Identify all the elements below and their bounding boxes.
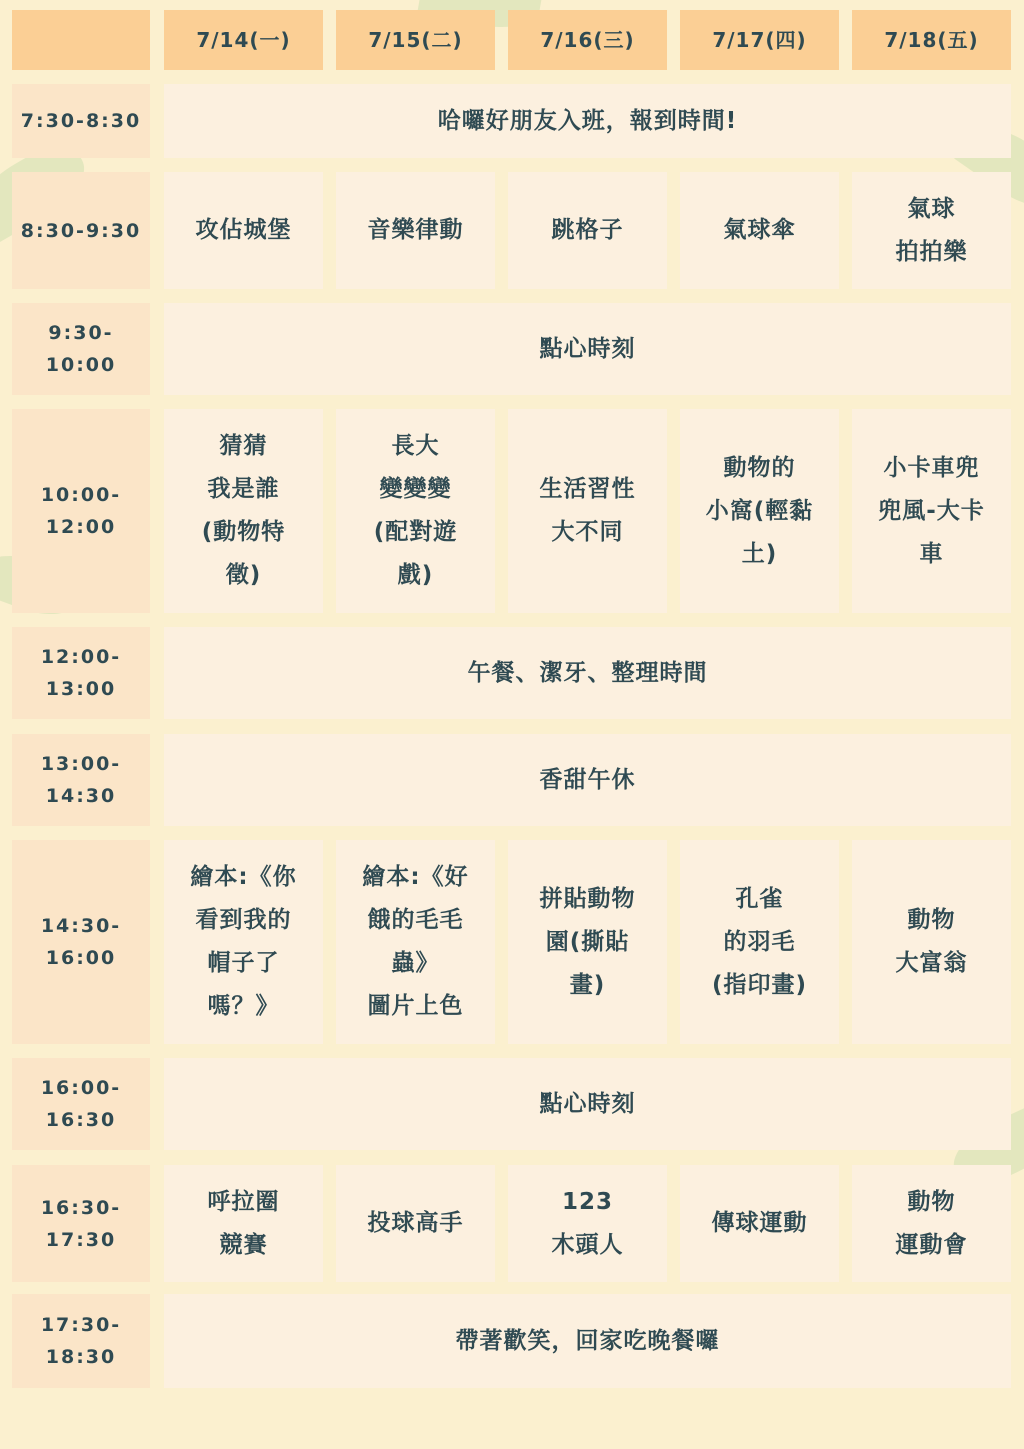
- day-header: 7/14(一): [164, 10, 323, 70]
- time-slot: 9:30- 10:00: [12, 303, 150, 395]
- time-slot: 8:30-9:30: [12, 172, 150, 289]
- activity-cell: 投球高手: [336, 1165, 495, 1282]
- activity-cell: 氣球 拍拍樂: [852, 172, 1011, 289]
- activity-cell: 動物 大富翁: [852, 840, 1011, 1044]
- activity-cell: 音樂律動: [336, 172, 495, 289]
- activity-cell: 生活習性 大不同: [508, 409, 667, 613]
- time-slot: 14:30- 16:00: [12, 840, 150, 1044]
- activity-cell: 拼貼動物 園(撕貼 畫): [508, 840, 667, 1044]
- day-header: 7/17(四): [680, 10, 839, 70]
- time-slot: 12:00- 13:00: [12, 627, 150, 719]
- activity-cell: 長大 變變變 (配對遊 戲): [336, 409, 495, 613]
- time-slot: 10:00- 12:00: [12, 409, 150, 613]
- activity-cell: 猜猜 我是誰 (動物特 徵): [164, 409, 323, 613]
- activity-cell: 動物的 小窩(輕黏 土): [680, 409, 839, 613]
- shared-activity: 點心時刻: [164, 1058, 1011, 1150]
- shared-activity: 哈囉好朋友入班，報到時間!: [164, 84, 1011, 158]
- activity-cell: 繪本:《你 看到我的 帽子了 嗎？》: [164, 840, 323, 1044]
- header-corner: [12, 10, 150, 70]
- shared-activity: 點心時刻: [164, 303, 1011, 395]
- shared-activity: 香甜午休: [164, 734, 1011, 826]
- activity-cell: 攻佔城堡: [164, 172, 323, 289]
- day-header: 7/15(二): [336, 10, 495, 70]
- activity-cell: 傳球運動: [680, 1165, 839, 1282]
- activity-cell: 氣球傘: [680, 172, 839, 289]
- activity-cell: 繪本:《好 餓的毛毛 蟲》 圖片上色: [336, 840, 495, 1044]
- activity-cell: 呼拉圈 競賽: [164, 1165, 323, 1282]
- time-slot: 16:00- 16:30: [12, 1058, 150, 1150]
- time-slot: 7:30-8:30: [12, 84, 150, 158]
- day-header: 7/18(五): [852, 10, 1011, 70]
- time-slot: 17:30- 18:30: [12, 1294, 150, 1388]
- shared-activity: 午餐、潔牙、整理時間: [164, 627, 1011, 719]
- time-slot: 13:00- 14:30: [12, 734, 150, 826]
- activity-cell: 小卡車兜 兜風-大卡 車: [852, 409, 1011, 613]
- shared-activity: 帶著歡笑，回家吃晚餐囉: [164, 1294, 1011, 1388]
- activity-cell: 動物 運動會: [852, 1165, 1011, 1282]
- activity-cell: 跳格子: [508, 172, 667, 289]
- activity-cell: 123 木頭人: [508, 1165, 667, 1282]
- day-header: 7/16(三): [508, 10, 667, 70]
- time-slot: 16:30- 17:30: [12, 1165, 150, 1282]
- activity-cell: 孔雀 的羽毛 (指印畫): [680, 840, 839, 1044]
